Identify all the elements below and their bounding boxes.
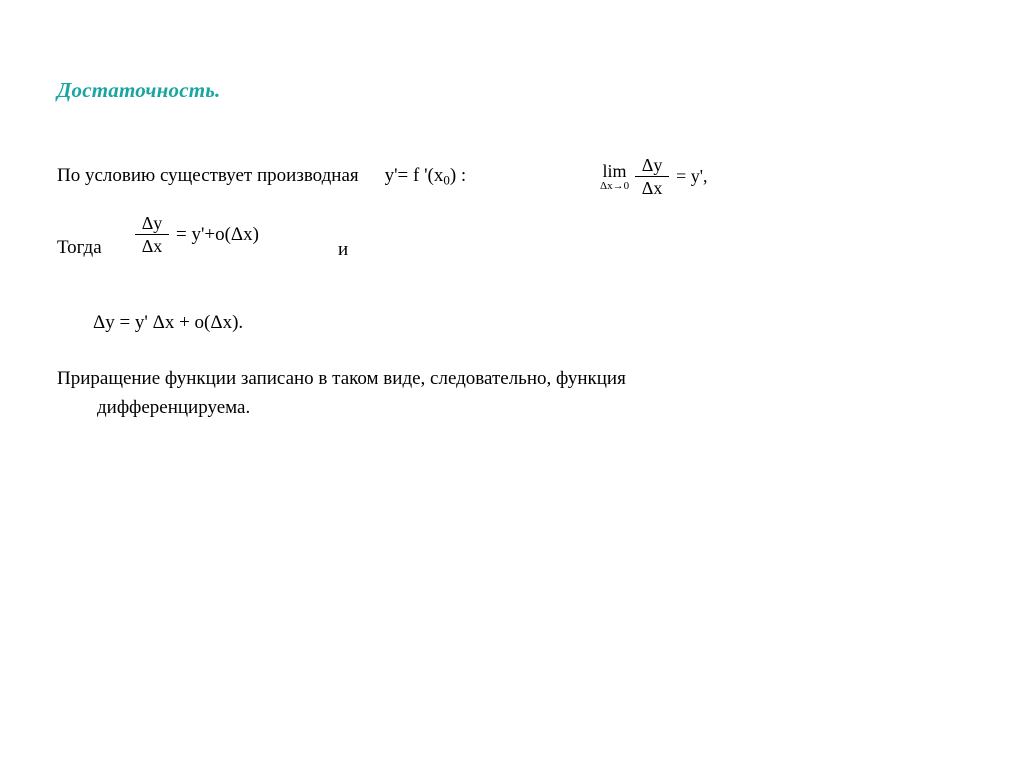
statement-text: По условию существует производная — [57, 165, 359, 186]
conclusion-line-1: Приращение функции записано в таком виде, следовательно, функция — [57, 368, 626, 389]
ratio-fraction — [135, 213, 169, 256]
limit-expression — [600, 155, 707, 198]
conclusion-paragraph — [57, 365, 777, 422]
increment-equation: Δy = y' Δx + o(Δx). — [93, 312, 244, 333]
ratio-right-hand-side: = y'+o(Δx) — [176, 223, 259, 245]
ratio-fraction-denominator: Δx — [141, 236, 163, 257]
conjunction-and: и — [338, 239, 349, 260]
conclusion-line-2: дифференцируема. — [97, 396, 251, 418]
limit-fraction-denominator: Δx — [641, 178, 663, 199]
limit-subscript: Δx→0 — [600, 179, 630, 192]
limit-fraction — [635, 155, 669, 198]
derivative-expression-main: y'= f '(x — [384, 165, 444, 186]
page-title: Достаточность. — [57, 78, 221, 102]
derivative-expression-tail: ) : — [449, 165, 467, 186]
limit-operator — [600, 162, 629, 192]
limit-fraction-bar — [635, 176, 669, 177]
limit-result: = y', — [676, 166, 708, 187]
derivative-subscript: 0 — [443, 172, 450, 188]
then-label: Тогда — [57, 237, 102, 258]
ratio-expression — [135, 213, 259, 256]
limit-fraction-numerator: Δy — [641, 155, 663, 175]
limit-word: lim — [602, 160, 627, 181]
statement-line-1 — [57, 165, 466, 189]
derivative-expression — [385, 165, 467, 186]
ratio-fraction-numerator: Δy — [141, 213, 163, 233]
ratio-fraction-bar — [135, 234, 169, 235]
